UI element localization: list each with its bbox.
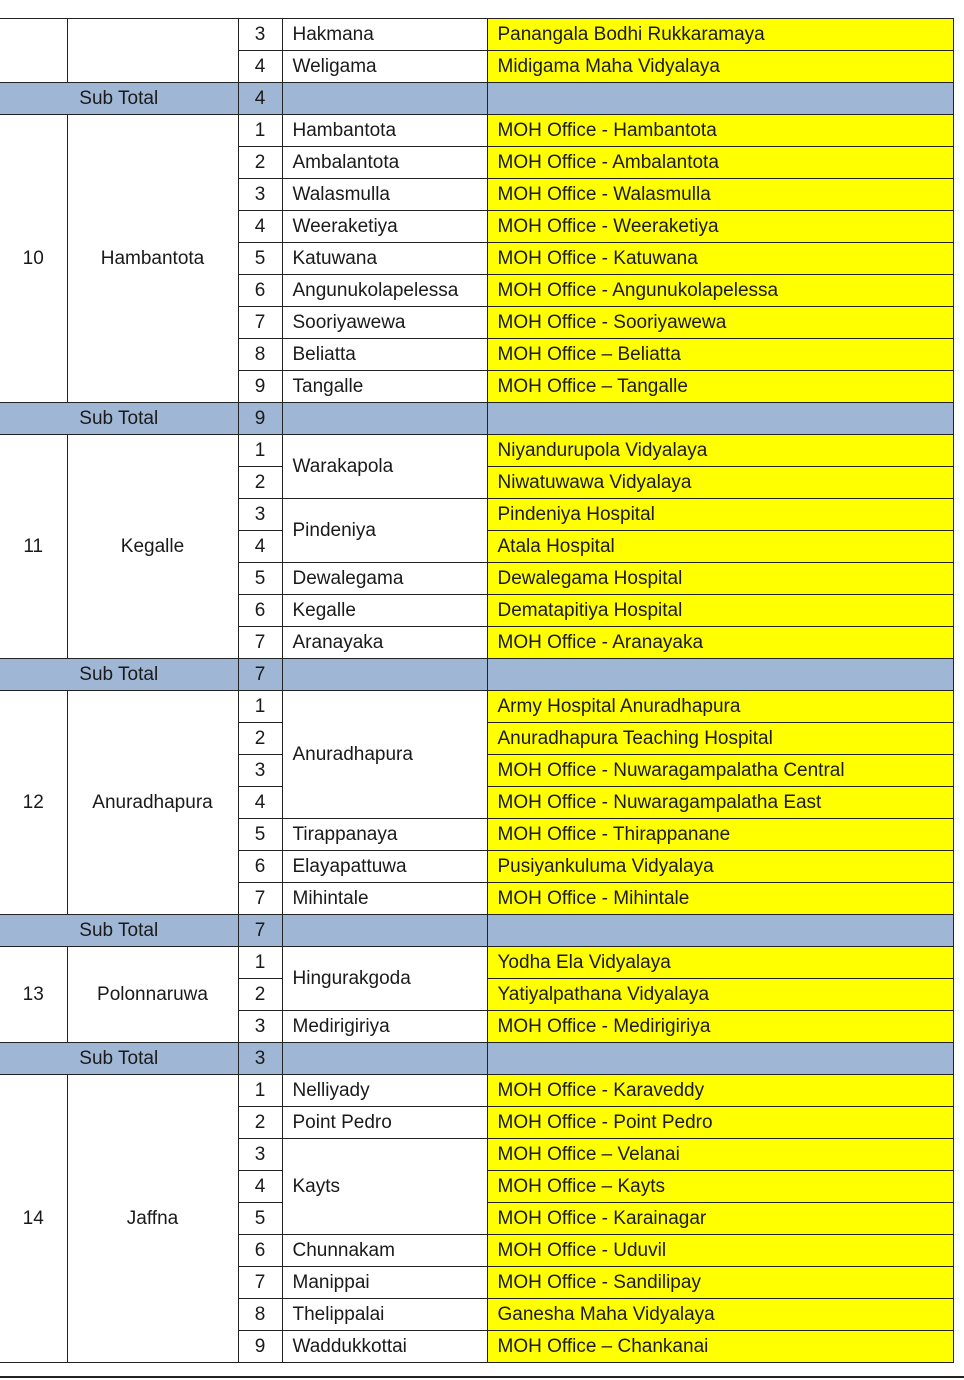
row-index: 3 bbox=[238, 1139, 282, 1171]
district-number: 13 bbox=[0, 947, 67, 1043]
moh-division: Elayapattuwa bbox=[282, 851, 487, 883]
moh-division: Katuwana bbox=[282, 243, 487, 275]
vaccination-site: Midigama Maha Vidyalaya bbox=[487, 51, 953, 83]
table-row bbox=[0, 947, 953, 979]
sub-total-count: 9 bbox=[238, 403, 282, 435]
sub-total-label: Sub Total bbox=[0, 659, 238, 691]
row-index: 2 bbox=[238, 1107, 282, 1139]
vaccination-site: MOH Office - Aranayaka bbox=[487, 627, 953, 659]
row-index: 3 bbox=[238, 499, 282, 531]
moh-division: Aranayaka bbox=[282, 627, 487, 659]
sub-total-row bbox=[0, 1043, 953, 1075]
row-index: 5 bbox=[238, 243, 282, 275]
moh-division: Chunnakam bbox=[282, 1235, 487, 1267]
sub-total-count: 4 bbox=[238, 83, 282, 115]
district-number: 10 bbox=[0, 115, 67, 403]
district-name: Jaffna bbox=[67, 1075, 238, 1363]
vaccination-site: Dewalegama Hospital bbox=[487, 563, 953, 595]
row-index: 5 bbox=[238, 563, 282, 595]
vaccination-site: Pindeniya Hospital bbox=[487, 499, 953, 531]
district-name: Anuradhapura bbox=[67, 691, 238, 915]
sub-total-count: 7 bbox=[238, 915, 282, 947]
row-index: 9 bbox=[238, 371, 282, 403]
row-index: 6 bbox=[238, 1235, 282, 1267]
moh-division: Manippai bbox=[282, 1267, 487, 1299]
vaccination-site: Atala Hospital bbox=[487, 531, 953, 563]
sub-total-blank bbox=[487, 1043, 953, 1075]
sub-total-row bbox=[0, 403, 953, 435]
sub-total-row bbox=[0, 659, 953, 691]
sub-total-blank bbox=[282, 403, 487, 435]
table-row bbox=[0, 115, 953, 147]
vaccination-site: Panangala Bodhi Rukkaramaya bbox=[487, 19, 953, 51]
district-name: Hambantota bbox=[67, 115, 238, 403]
district-number: 14 bbox=[0, 1075, 67, 1363]
table-row bbox=[0, 435, 953, 467]
moh-division: Kayts bbox=[282, 1139, 487, 1235]
sub-total-row bbox=[0, 83, 953, 115]
vaccination-site: MOH Office – Chankanai bbox=[487, 1331, 953, 1363]
vaccination-site: Anuradhapura Teaching Hospital bbox=[487, 723, 953, 755]
district-name: Polonnaruwa bbox=[67, 947, 238, 1043]
sub-total-count: 3 bbox=[238, 1043, 282, 1075]
moh-division: Angunukolapelessa bbox=[282, 275, 487, 307]
sub-total-blank bbox=[282, 915, 487, 947]
moh-division: Walasmulla bbox=[282, 179, 487, 211]
sub-total-blank bbox=[487, 915, 953, 947]
row-index: 9 bbox=[238, 1331, 282, 1363]
row-index: 1 bbox=[238, 115, 282, 147]
vaccination-site: Dematapitiya Hospital bbox=[487, 595, 953, 627]
row-index: 7 bbox=[238, 307, 282, 339]
row-index: 6 bbox=[238, 275, 282, 307]
vaccination-site: MOH Office - Hambantota bbox=[487, 115, 953, 147]
vaccination-site: MOH Office - Uduvil bbox=[487, 1235, 953, 1267]
sub-total-blank bbox=[282, 659, 487, 691]
sub-total-blank bbox=[282, 83, 487, 115]
vaccination-site: Niyandurupola Vidyalaya bbox=[487, 435, 953, 467]
district-number-cell bbox=[0, 19, 67, 83]
sub-total-label: Sub Total bbox=[0, 83, 238, 115]
row-index: 5 bbox=[238, 1203, 282, 1235]
district-number: 11 bbox=[0, 435, 67, 659]
vaccination-centres-table-page bbox=[0, 18, 954, 1363]
moh-division: Hambantota bbox=[282, 115, 487, 147]
sub-total-count: 7 bbox=[238, 659, 282, 691]
moh-division: Anuradhapura bbox=[282, 691, 487, 819]
moh-division: Sooriyawewa bbox=[282, 307, 487, 339]
vaccination-site: MOH Office - Angunukolapelessa bbox=[487, 275, 953, 307]
row-index: 7 bbox=[238, 1267, 282, 1299]
district-name-cell bbox=[67, 19, 238, 83]
sub-total-blank bbox=[282, 1043, 487, 1075]
row-index: 4 bbox=[238, 1171, 282, 1203]
row-index: 8 bbox=[238, 1299, 282, 1331]
row-index: 1 bbox=[238, 435, 282, 467]
sub-total-label: Sub Total bbox=[0, 915, 238, 947]
row-index: 4 bbox=[238, 531, 282, 563]
vaccination-site: MOH Office - Karainagar bbox=[487, 1203, 953, 1235]
sub-total-blank bbox=[487, 83, 953, 115]
sub-total-label: Sub Total bbox=[0, 1043, 238, 1075]
vaccination-site: MOH Office – Tangalle bbox=[487, 371, 953, 403]
moh-division: Weeraketiya bbox=[282, 211, 487, 243]
vaccination-site: Army Hospital Anuradhapura bbox=[487, 691, 953, 723]
sub-total-blank bbox=[487, 403, 953, 435]
moh-division: Warakapola bbox=[282, 435, 487, 499]
moh-division: Hingurakgoda bbox=[282, 947, 487, 1011]
row-index: 1 bbox=[238, 691, 282, 723]
moh-division: Thelippalai bbox=[282, 1299, 487, 1331]
row-index: 2 bbox=[238, 723, 282, 755]
vaccination-site: MOH Office - Walasmulla bbox=[487, 179, 953, 211]
vaccination-site: MOH Office - Weeraketiya bbox=[487, 211, 953, 243]
vaccination-site: Yatiyalpathana Vidyalaya bbox=[487, 979, 953, 1011]
district-name: Kegalle bbox=[67, 435, 238, 659]
moh-division: Nelliyady bbox=[282, 1075, 487, 1107]
moh-division: Tangalle bbox=[282, 371, 487, 403]
moh-division: Waddukkottai bbox=[282, 1331, 487, 1363]
sub-total-label: Sub Total bbox=[0, 403, 238, 435]
vaccination-site: Niwatuwawa Vidyalaya bbox=[487, 467, 953, 499]
row-index: 2 bbox=[238, 147, 282, 179]
moh-division: Point Pedro bbox=[282, 1107, 487, 1139]
row-index: 4 bbox=[238, 211, 282, 243]
sub-total-blank bbox=[487, 659, 953, 691]
row-index: 5 bbox=[238, 819, 282, 851]
vaccination-site: MOH Office - Ambalantota bbox=[487, 147, 953, 179]
vaccination-site: MOH Office - Point Pedro bbox=[487, 1107, 953, 1139]
vaccination-site: MOH Office - Sooriyawewa bbox=[487, 307, 953, 339]
row-index: 6 bbox=[238, 595, 282, 627]
row-index: 1 bbox=[238, 1075, 282, 1107]
moh-division: Kegalle bbox=[282, 595, 487, 627]
vaccination-site: Pusiyankuluma Vidyalaya bbox=[487, 851, 953, 883]
table-row bbox=[0, 1075, 953, 1107]
moh-division: Ambalantota bbox=[282, 147, 487, 179]
page-bottom-rule bbox=[0, 1376, 964, 1378]
vaccination-site: MOH Office – Velanai bbox=[487, 1139, 953, 1171]
district-number: 12 bbox=[0, 691, 67, 915]
moh-division: Tirappanaya bbox=[282, 819, 487, 851]
row-index: 2 bbox=[238, 467, 282, 499]
moh-division: Hakmana bbox=[282, 19, 487, 51]
row-index: 7 bbox=[238, 627, 282, 659]
moh-division: Medirigiriya bbox=[282, 1011, 487, 1043]
sub-total-row bbox=[0, 915, 953, 947]
row-index: 3 bbox=[238, 1011, 282, 1043]
moh-division: Pindeniya bbox=[282, 499, 487, 563]
vaccination-site: MOH Office - Medirigiriya bbox=[487, 1011, 953, 1043]
vaccination-site: Yodha Ela Vidyalaya bbox=[487, 947, 953, 979]
vaccination-site: MOH Office - Karaveddy bbox=[487, 1075, 953, 1107]
row-index: 6 bbox=[238, 851, 282, 883]
vaccination-site: MOH Office - Mihintale bbox=[487, 883, 953, 915]
row-index: 8 bbox=[238, 339, 282, 371]
centres-table bbox=[0, 18, 954, 1363]
row-index: 4 bbox=[238, 51, 282, 83]
row-index: 4 bbox=[238, 787, 282, 819]
vaccination-site: MOH Office - Nuwaragampalatha East bbox=[487, 787, 953, 819]
row-index: 2 bbox=[238, 979, 282, 1011]
row-index: 3 bbox=[238, 179, 282, 211]
moh-division: Dewalegama bbox=[282, 563, 487, 595]
moh-division: Beliatta bbox=[282, 339, 487, 371]
row-index: 3 bbox=[238, 755, 282, 787]
table-row bbox=[0, 19, 953, 51]
row-index: 3 bbox=[238, 19, 282, 51]
moh-division: Mihintale bbox=[282, 883, 487, 915]
moh-division: Weligama bbox=[282, 51, 487, 83]
row-index: 1 bbox=[238, 947, 282, 979]
vaccination-site: MOH Office - Sandilipay bbox=[487, 1267, 953, 1299]
row-index: 7 bbox=[238, 883, 282, 915]
vaccination-site: MOH Office - Nuwaragampalatha Central bbox=[487, 755, 953, 787]
table-row bbox=[0, 691, 953, 723]
vaccination-site: MOH Office – Beliatta bbox=[487, 339, 953, 371]
vaccination-site: MOH Office – Kayts bbox=[487, 1171, 953, 1203]
vaccination-site: MOH Office - Katuwana bbox=[487, 243, 953, 275]
centres-table-body bbox=[0, 19, 953, 1363]
vaccination-site: MOH Office - Thirappanane bbox=[487, 819, 953, 851]
vaccination-site: Ganesha Maha Vidyalaya bbox=[487, 1299, 953, 1331]
